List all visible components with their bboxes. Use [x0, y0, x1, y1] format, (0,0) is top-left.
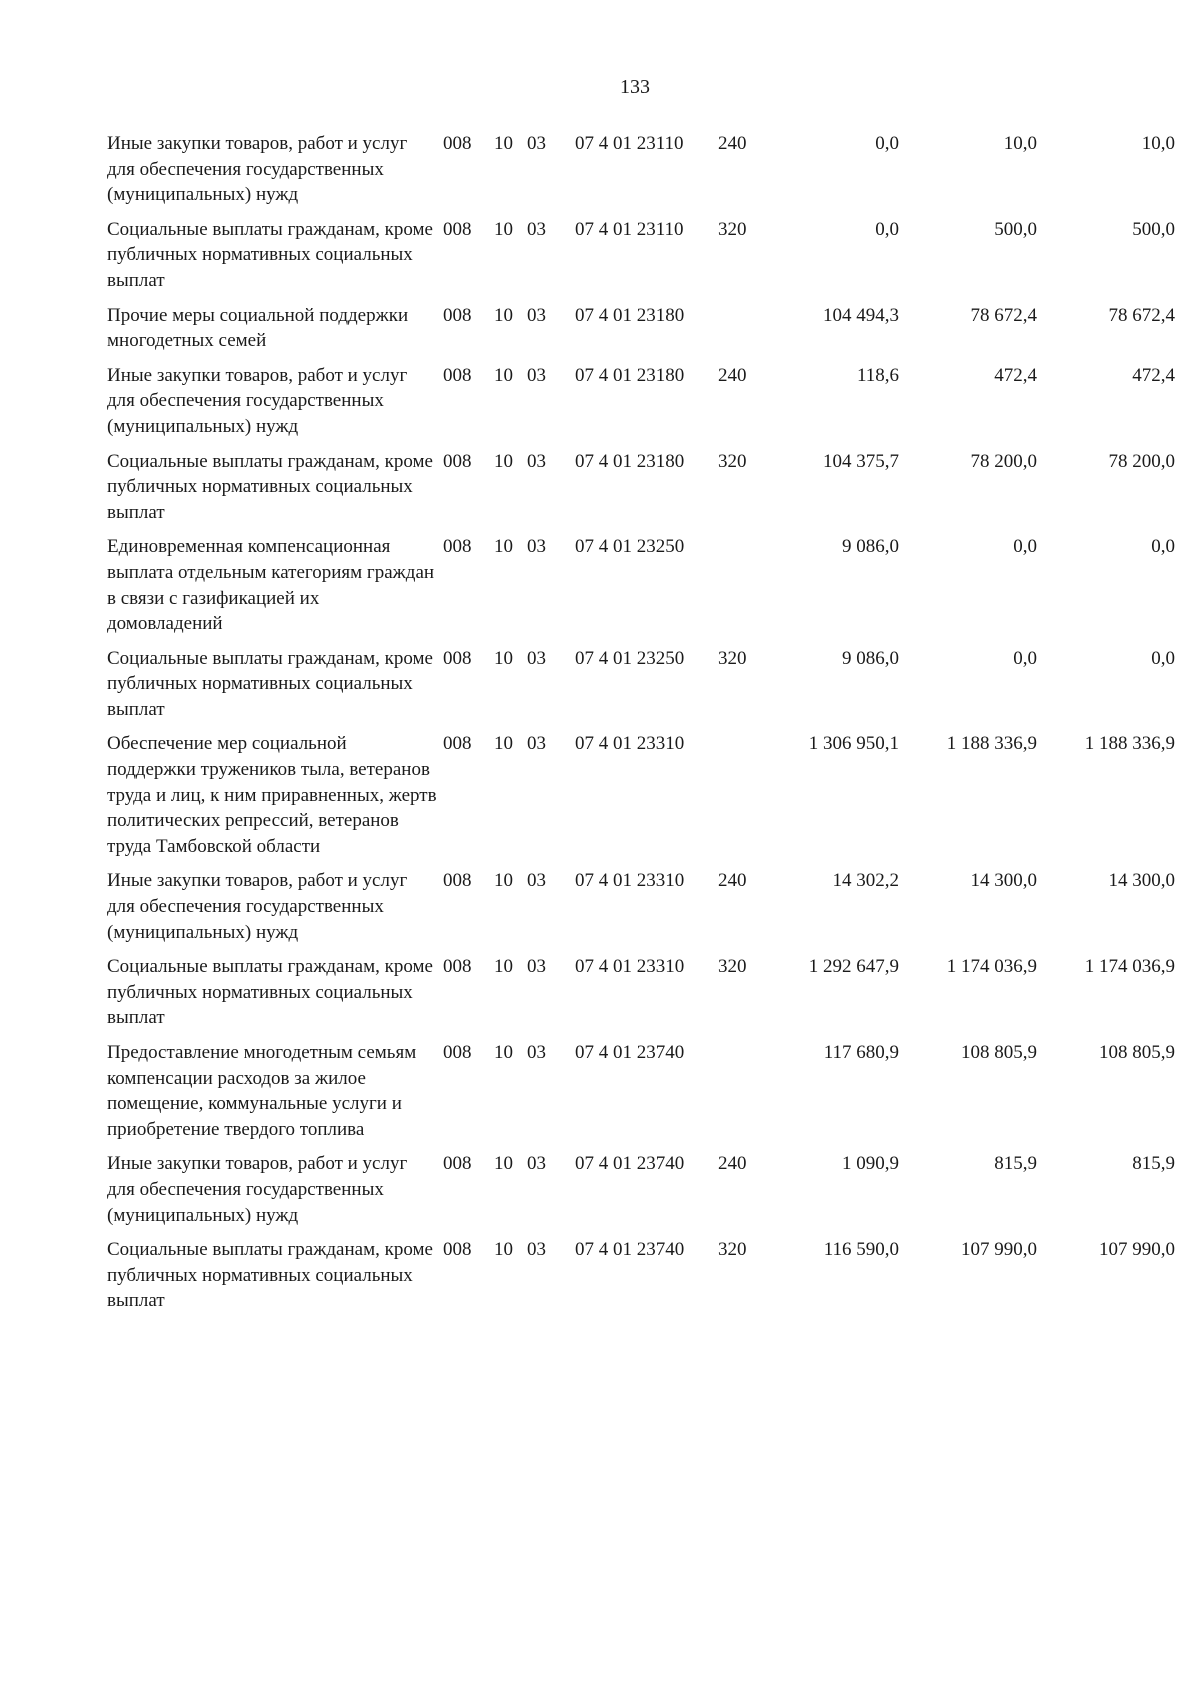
subsection-code: 03: [527, 304, 546, 326]
row-description: Иные закупки товаров, работ и услуг для обеспечения государственных (муниципальных) нужд: [107, 133, 408, 206]
table-row: [107, 449, 1177, 526]
subsection-code: 03: [527, 870, 546, 892]
target-article-code: 07 4 01 23310: [575, 956, 685, 978]
table-row: [107, 1040, 1177, 1142]
section-code: 10: [494, 218, 513, 240]
table-row: [107, 131, 1177, 208]
amount-3: 500,0: [1132, 218, 1175, 240]
amount-1: 14 302,2: [832, 870, 899, 892]
admin-code: 008: [443, 1153, 472, 1175]
admin-code: 008: [443, 364, 472, 386]
expense-type-code: 240: [718, 364, 747, 386]
amount-1: 0,0: [875, 133, 899, 154]
section-code: 10: [494, 133, 513, 154]
expense-type-code: 240: [718, 133, 747, 154]
expense-type-code: 240: [718, 870, 747, 892]
section-code: 10: [494, 364, 513, 386]
table-row: [107, 217, 1177, 294]
amount-2: 78 672,4: [970, 304, 1037, 326]
admin-code: 008: [443, 450, 472, 472]
amount-1: 1 090,9: [842, 1153, 899, 1175]
admin-code: 008: [443, 733, 472, 755]
section-code: 10: [494, 1153, 513, 1175]
amount-2: 10,0: [1003, 133, 1037, 154]
admin-code: 008: [443, 304, 472, 326]
admin-code: 008: [443, 536, 472, 558]
subsection-code: 03: [527, 450, 546, 472]
row-description: Социальные выплаты гражданам, кроме публичных нормативных социальных выплат: [107, 218, 433, 291]
section-code: 10: [494, 304, 513, 326]
subsection-code: 03: [527, 364, 546, 386]
amount-1: 1 292 647,9: [808, 956, 899, 978]
amount-1: 104 375,7: [823, 450, 899, 472]
section-code: 10: [494, 647, 513, 669]
amount-2: 500,0: [994, 218, 1037, 240]
row-description: Социальные выплаты гражданам, кроме публичных нормативных социальных выплат: [107, 956, 433, 1029]
subsection-code: 03: [527, 733, 546, 755]
subsection-code: 03: [527, 1042, 546, 1063]
row-description: Единовременная компенсационная выплата отдельным категориям граждан в связи с газификацией их домовладений: [107, 536, 435, 635]
amount-3: 0,0: [1151, 647, 1175, 669]
amount-3: 78 672,4: [1108, 304, 1175, 326]
amount-3: 14 300,0: [1108, 870, 1175, 892]
row-description: Обеспечение мер социальной поддержки тружеников тыла, ветеранов труда и лиц, к ним приравненных, жертв политических репрессий, ветеранов труда Тамбовской области: [107, 733, 437, 857]
admin-code: 008: [443, 133, 472, 154]
amount-2: 0,0: [1013, 647, 1037, 669]
table-row: [107, 646, 1177, 723]
admin-code: 008: [443, 1042, 472, 1063]
budget-table: [107, 131, 1177, 1323]
amount-2: 472,4: [994, 364, 1037, 386]
amount-1: 1 306 950,1: [808, 733, 899, 755]
amount-2: 0,0: [1013, 536, 1037, 558]
page-number: 133: [620, 76, 650, 98]
subsection-code: 03: [527, 536, 546, 558]
table-row: [107, 534, 1177, 636]
amount-2: 815,9: [994, 1153, 1037, 1175]
amount-3: 472,4: [1132, 364, 1175, 386]
target-article-code: 07 4 01 23110: [575, 133, 684, 154]
expense-type-code: 320: [718, 1239, 747, 1261]
table-row: [107, 1237, 1177, 1314]
amount-2: 78 200,0: [970, 450, 1037, 472]
expense-type-code: 320: [718, 450, 747, 472]
target-article-code: 07 4 01 23180: [575, 450, 685, 472]
row-description: Социальные выплаты гражданам, кроме публичных нормативных социальных выплат: [107, 647, 433, 720]
target-article-code: 07 4 01 23740: [575, 1042, 685, 1063]
amount-1: 118,6: [856, 364, 899, 386]
admin-code: 008: [443, 870, 472, 892]
amount-2: 14 300,0: [970, 870, 1037, 892]
target-article-code: 07 4 01 23310: [575, 870, 685, 892]
table-row: [107, 1151, 1177, 1228]
amount-1: 116 590,0: [823, 1239, 899, 1261]
row-description: Иные закупки товаров, работ и услуг для обеспечения государственных (муниципальных) нужд: [107, 870, 408, 943]
target-article-code: 07 4 01 23740: [575, 1239, 685, 1261]
amount-1: 104 494,3: [823, 304, 899, 326]
amount-2: 1 188 336,9: [946, 733, 1037, 755]
amount-3: 1 174 036,9: [1084, 956, 1175, 978]
target-article-code: 07 4 01 23180: [575, 364, 685, 386]
subsection-code: 03: [527, 218, 546, 240]
section-code: 10: [494, 450, 513, 472]
amount-3: 1 188 336,9: [1084, 733, 1175, 755]
amount-3: 107 990,0: [1099, 1239, 1175, 1261]
section-code: 10: [494, 536, 513, 558]
subsection-code: 03: [527, 1153, 546, 1175]
subsection-code: 03: [527, 647, 546, 669]
subsection-code: 03: [527, 133, 546, 154]
amount-1: 117 680,9: [823, 1042, 899, 1063]
amount-1: 0,0: [875, 218, 899, 240]
amount-3: 815,9: [1132, 1153, 1175, 1175]
section-code: 10: [494, 956, 513, 978]
expense-type-code: 320: [718, 647, 747, 669]
amount-3: 0,0: [1151, 536, 1175, 558]
target-article-code: 07 4 01 23180: [575, 304, 685, 326]
target-article-code: 07 4 01 23310: [575, 733, 685, 755]
table-row: [107, 731, 1177, 859]
admin-code: 008: [443, 956, 472, 978]
row-description: Иные закупки товаров, работ и услуг для обеспечения государственных (муниципальных) нужд: [107, 1153, 408, 1226]
table-row: [107, 303, 1177, 354]
row-description: Иные закупки товаров, работ и услуг для обеспечения государственных (муниципальных) нужд: [107, 364, 408, 437]
table-row: [107, 868, 1177, 945]
section-code: 10: [494, 1239, 513, 1261]
amount-3: 108 805,9: [1099, 1042, 1175, 1063]
amount-1: 9 086,0: [842, 536, 899, 558]
section-code: 10: [494, 870, 513, 892]
amount-3: 10,0: [1141, 133, 1175, 154]
target-article-code: 07 4 01 23250: [575, 647, 685, 669]
section-code: 10: [494, 733, 513, 755]
target-article-code: 07 4 01 23250: [575, 536, 685, 558]
amount-3: 78 200,0: [1108, 450, 1175, 472]
row-description: Социальные выплаты гражданам, кроме публичных нормативных социальных выплат: [107, 1239, 433, 1312]
table-row: [107, 954, 1177, 1031]
target-article-code: 07 4 01 23740: [575, 1153, 685, 1175]
section-code: 10: [494, 1042, 513, 1063]
target-article-code: 07 4 01 23110: [575, 218, 684, 240]
amount-2: 107 990,0: [961, 1239, 1037, 1261]
expense-type-code: 240: [718, 1153, 747, 1175]
row-description: Социальные выплаты гражданам, кроме публичных нормативных социальных выплат: [107, 450, 433, 523]
admin-code: 008: [443, 1239, 472, 1261]
subsection-code: 03: [527, 1239, 546, 1261]
amount-2: 108 805,9: [961, 1042, 1037, 1063]
amount-2: 1 174 036,9: [946, 956, 1037, 978]
row-description: Прочие меры социальной поддержки многодетных семей: [107, 304, 409, 352]
table-row: [107, 363, 1177, 440]
admin-code: 008: [443, 218, 472, 240]
expense-type-code: 320: [718, 956, 747, 978]
row-description: Предоставление многодетным семьям компенсации расходов за жилое помещение, коммунальные услуги и приобретение твердого топлива: [107, 1042, 417, 1140]
expense-type-code: 320: [718, 218, 747, 240]
subsection-code: 03: [527, 956, 546, 978]
amount-1: 9 086,0: [842, 647, 899, 669]
admin-code: 008: [443, 647, 472, 669]
